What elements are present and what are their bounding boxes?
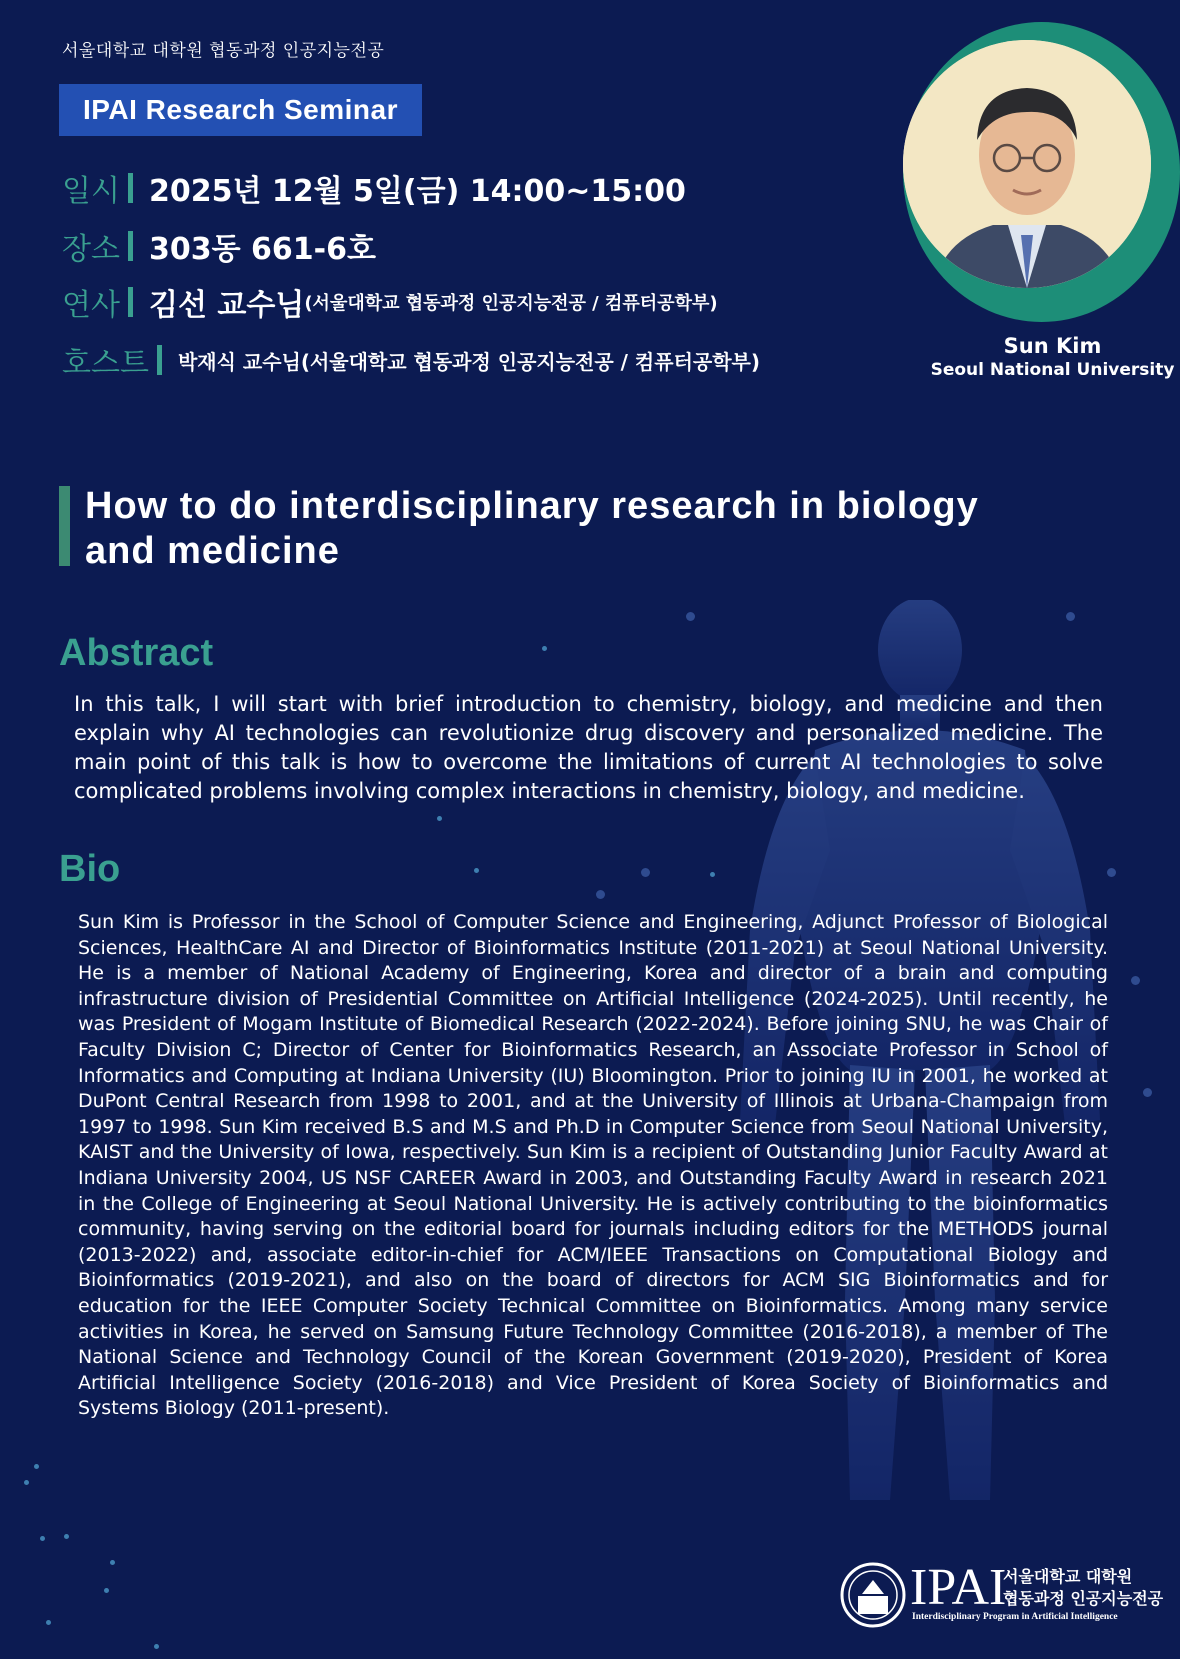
decor-dot <box>542 646 547 651</box>
info-row-place <box>62 224 376 268</box>
decor-dot <box>596 890 605 899</box>
decor-dot <box>104 1588 109 1593</box>
place-label: 장소 <box>62 232 120 267</box>
logo-en-line: Interdisciplinary Program in Artificial Intelligence <box>912 1612 1118 1622</box>
decor-dot <box>46 1620 51 1625</box>
decor-dot <box>641 868 650 877</box>
label-divider <box>157 345 162 375</box>
decor-dot <box>40 1536 45 1541</box>
decor-dot <box>110 1560 115 1565</box>
decor-dot <box>34 1464 39 1469</box>
decor-dot <box>154 1644 159 1649</box>
decor-dot <box>1143 1088 1152 1097</box>
label-divider <box>128 287 133 317</box>
title-accent-bar <box>59 486 70 566</box>
decor-dot <box>710 872 715 877</box>
abstract-heading: Abstract <box>59 632 214 674</box>
decor-dot <box>437 816 442 821</box>
abstract-text: In this talk, I will start with brief introduction to chemistry, biology, and medicine and then explain why AI technologies can revolutionize drug discovery and personalized medicine. The main point of this talk is how to overcome the limitations of current AI technologies to solve complicated problems involving complex interactions in chemistry, biology, and medicine. <box>74 692 1103 803</box>
speaker-name: Sun Kim <box>1003 334 1102 358</box>
decor-dot <box>1066 612 1075 621</box>
info-row-host <box>62 338 760 382</box>
label-divider <box>128 173 133 203</box>
label-divider <box>128 231 133 261</box>
logo-ipai-text: IPAI <box>910 1559 1007 1616</box>
date-label: 일시 <box>62 174 120 209</box>
speaker-value: 김선 교수님 <box>148 288 305 323</box>
speaker-portrait-icon <box>903 40 1151 288</box>
decor-dot <box>686 612 695 621</box>
program-name: 서울대학교 대학원 협동과정 인공지능전공 <box>62 41 385 61</box>
talk-title: How to do interdisciplinary research in biology and medicine <box>85 485 979 572</box>
speaker-photo <box>903 40 1151 288</box>
speaker-affiliation: Seoul National University <box>930 360 1175 380</box>
host-value: 박재식 교수님(서울대학교 협동과정 인공지능전공 / 컴퓨터공학부) <box>177 349 760 374</box>
decor-dot <box>24 1480 29 1485</box>
seminar-badge-label: IPAI Research Seminar <box>82 94 398 125</box>
info-row-speaker <box>62 280 718 324</box>
snu-emblem-icon <box>840 1562 906 1628</box>
bio-heading: Bio <box>59 848 121 890</box>
decor-dot <box>1131 976 1140 985</box>
logo-kr-line2: 협동과정 인공지능전공 <box>1003 1589 1164 1608</box>
decor-dot <box>64 1534 69 1539</box>
ipai-logo <box>840 1558 1170 1628</box>
host-label: 호스트 <box>62 346 149 381</box>
decor-dot <box>1107 868 1116 877</box>
info-row-date <box>62 166 686 210</box>
speaker-affiliation-kr: (서울대학교 협동과정 인공지능전공 / 컴퓨터공학부) <box>304 293 718 314</box>
logo-kr-line1: 서울대학교 대학원 <box>1003 1567 1133 1586</box>
bio-text: Sun Kim is Professor in the School of Computer Science and Engineering, Adjunct Professor of Biological Sciences, HealthCare AI and Director of Bioinformatics Institute (2011-2021) at Seoul National University. He is a member of National Academy of Engineering, Korea and director of a brain and computing infrastructure division of Presidential Committee on Artificial Intelligence (2024-2025). Until recently, he was President of Mogam Institute of Biomedical Research (2022-2024). Before joining SNU, he was Chair of Faculty Division C; Director of Center for Bioinformatics Research, an Associate Professor in School of Informatics and Computing at Indiana University (IU) Bloomington. Prior to joining IU in 2001, he worked at DuPont Central Research from 1998 to 2001, and at the University of Illinois at Urbana-Champaign from 1997 to 1998. Sun Kim received B.S and M.S and Ph.D in Computer Science from Seoul National University, KAIST and the University of Iowa, respectively. Sun Kim is a recipient of Outstanding Junior Faculty Award at Indiana University 2004, US NSF CAREER Award in 2003, and Outstanding Faculty Award in research 2021 in the College of Engineering at Seoul National University. He is actively contributing to the bioinformatics community, having serving on the editorial board for journals including editors for the METHODS journal (2013-2022) and, associate editor-in-chief for ACM/IEEE Transactions on Computational Biology and Bioinformatics (2019-2021), and also on the board of directors for ACM SIG Bioinformatics and for education for the IEEE Computer Society Technical Committee on Bioinformatics. Among many service activities in Korea, he served on Samsung Future Technology Committee (2016-2018), a member of The National Science and Technology Council of the Korean Government (2019-2020), President of Korea Artificial Intelligence Society (2016-2018) and Vice President of Korea Society of Bioinformatics and Systems Biology (2011-present). <box>78 911 1108 1420</box>
date-value: 2025년 12월 5일(금) 14:00~15:00 <box>148 174 686 209</box>
place-value: 303동 661-6호 <box>148 232 376 267</box>
decor-dot <box>474 868 479 873</box>
speaker-label: 연사 <box>62 288 120 323</box>
seminar-badge <box>59 84 422 136</box>
